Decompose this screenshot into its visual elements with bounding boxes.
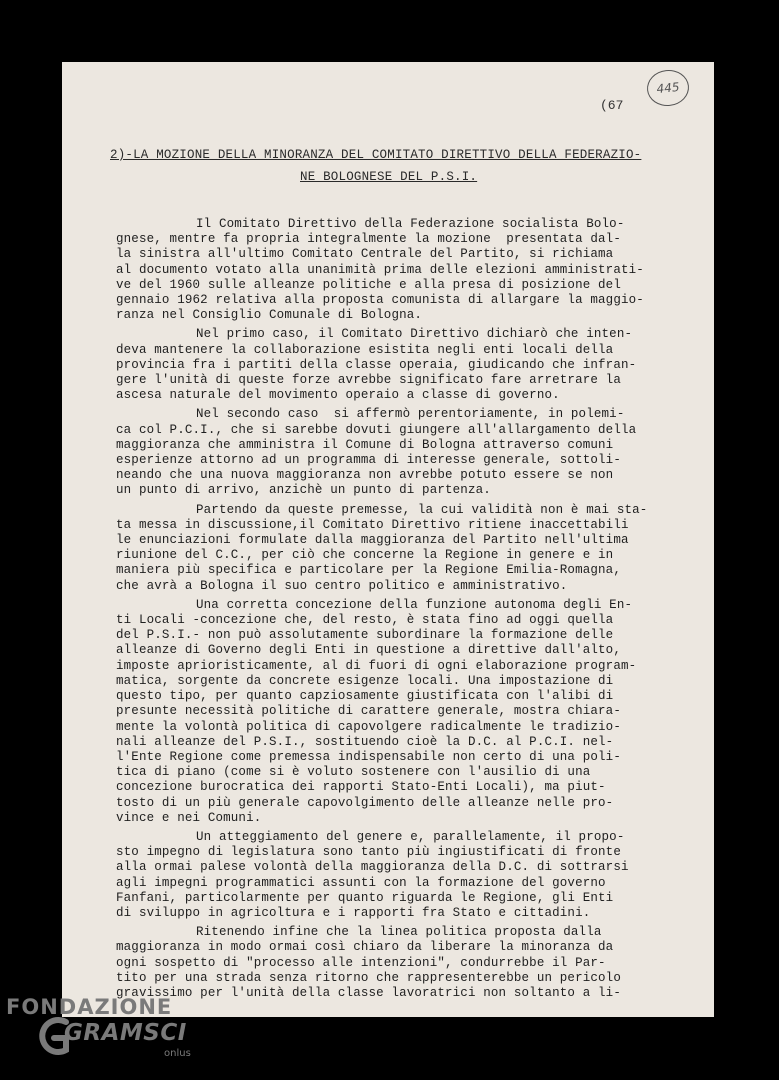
text-line: sto impegno di legislatura sono tanto più ingiustificati di fronte [116,845,621,860]
text-line: che avrà a Bologna il suo centro politico e amministrativo. [116,578,568,593]
text-line: Fanfani, particolarmente per quanto riguarda le Regione, gli Enti [116,890,614,905]
text-line: del P.S.I.- non può assolutamente subordinare la formazione delle [116,628,614,643]
text-line: tito per una strada senza ritorno che rappresenterebbe un pericolo [116,970,621,985]
document-heading [110,144,690,188]
text-line: ve del 1960 sulle alleanze politiche e alla presa di posizione del [116,277,621,292]
text-line: al documento votato alla unanimità prima delle elezioni amministrati- [116,262,644,277]
text-line: provincia fra i partiti della classe operaia, giudicando che infran- [116,357,637,372]
text-line: esperienze attorno ad un programma di interesse generale, sottoli- [116,453,621,468]
text-line: gnese, mentre fa propria integralmente la mozione presentata dal- [116,232,621,247]
text-line: vince e nei Comuni. [116,810,262,825]
text-line: Nel primo caso, il Comitato Direttivo dichiarò che inten- [196,327,633,342]
text-line: gravissimo per l'unità della classe lavoratrici non soltanto a li- [116,985,621,1000]
text-line: maggioranza che amministra il Comune di Bologna attraverso comuni [116,437,614,452]
text-line: maggioranza in modo ormai così chiaro da liberare la minoranza da [116,940,614,955]
text-line: di sviluppo in agricoltura e i rapporti fra Stato e cittadini. [116,905,591,920]
archive-stamp [645,68,691,108]
text-line: deva mantenere la collaborazione esistita negli enti locali della [116,342,614,357]
paragraph [116,407,706,498]
heading-line-1: 2)-LA MOZIONE DELLA MINORANZA DEL COMITATO DIRETTIVO DELLA FEDERAZIO- [110,148,642,162]
text-line: alleanze di Governo degli Enti in questione a direttive dall'alto, [116,643,621,658]
text-line: ranza nel Consiglio Comunale di Bologna. [116,308,423,323]
text-line: Un atteggiamento del genere e, parallelamente, il propo- [196,829,625,844]
text-line: questo tipo, per quanto capziosamente giustificata con l'alibi di [116,689,614,704]
paragraph [116,830,706,921]
text-line: Nel secondo caso si affermò perentoriamente, in polemi- [196,407,625,422]
text-line: riunione del C.C., per ciò che concerne la Regione in genere e in [116,548,614,563]
page-number: (67 [600,98,624,113]
text-line: neando che una nuova maggioranza non avrebbe potuto essere se non [116,468,614,483]
paragraph [116,598,706,826]
text-line: ca col P.C.I., che si sarebbe dovuti giungere all'allargamento della [116,422,637,437]
paragraph [116,327,706,403]
fondazione-gramsci-logo [6,990,206,1070]
text-line: nali alleanze del P.S.I., sostituendo cioè la D.C. al P.C.I. nel- [116,734,614,749]
text-line: Il Comitato Direttivo della Federazione socialista Bolo- [196,217,625,231]
text-line: Partendo da queste premesse, la cui validità non è mai sta- [196,502,648,517]
text-line: agli impegni programmatici assunti con la formazione del governo [116,875,606,890]
text-line: mente la volontà politica di capovolgere radicalmente le tradizio- [116,719,621,734]
text-line: imposte aprioristicamente, al di fuori di ogni elaborazione program- [116,658,637,673]
text-line: gere l'unità di queste forze avrebbe significato fare arretrare la [116,373,621,388]
text-line: maniera più specifica e particolare per la Regione Emilia-Romagna, [116,563,621,578]
document-body [116,217,706,1005]
text-line: l'Ente Regione come premessa indispensabile non certo di una poli- [116,749,621,764]
heading-line-2: NE BOLOGNESE DEL P.S.I. [300,170,478,184]
text-line: alla ormai palese volontà della maggioranza della D.C. di sottrarsi [116,860,629,875]
text-line: presunte necessità politiche di carattere generale, mostra chiara- [116,704,621,719]
document-page [62,62,714,1017]
text-line: Una corretta concezione della funzione autonoma degli En- [196,597,633,612]
text-line: ta messa in discussione,il Comitato Direttivo ritiene inaccettabili [116,517,629,532]
text-line: ti Locali -concezione che, del resto, è stata fino ad oggi quella [116,613,614,628]
logo-line-2: GRAMSCI [64,1020,187,1046]
paragraph [116,503,706,594]
paragraph [116,217,706,323]
text-line: matica, sorgente da concrete esigenze locali. Una impostazione di [116,673,614,688]
text-line: tica di piano (come si è voluto sostenere con l'ausilio di una [116,765,591,780]
text-line: Ritenendo infine che la linea politica proposta dalla [196,925,602,940]
text-line: gennaio 1962 relativa alla proposta comunista di allargare la maggio- [116,293,644,308]
text-line: ascesa naturale del movimento operaio a classe di governo. [116,388,560,403]
text-line: un punto di arrivo, anzichè un punto di partenza. [116,483,491,498]
text-line: le enunciazioni formulate dalla maggioranza del Partito nell'ultima [116,533,629,548]
logo-line-3: onlus [164,1048,191,1059]
text-line: concezione burocratica dei rapporti Stato-Enti Locali), ma piut- [116,780,606,795]
text-line: la sinistra all'ultimo Comitato Centrale del Partito, si richiama [116,247,614,262]
text-line: ogni sospetto di "processo alle intenzioni", condurrebbe il Par- [116,955,606,970]
archive-number: 445 [655,79,681,97]
logo-line-1: FONDAZIONE [6,995,173,1019]
text-line: tosto di un più generale capovolgimento delle alleanze nelle pro- [116,795,614,810]
